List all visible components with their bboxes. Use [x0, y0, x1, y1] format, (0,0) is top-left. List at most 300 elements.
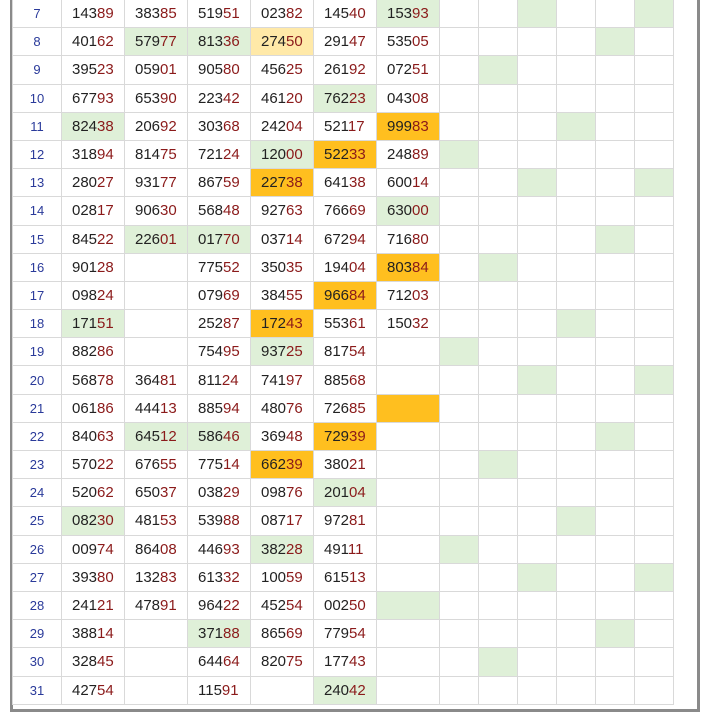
result-head-digits: 223	[198, 89, 224, 107]
tracker-cell	[557, 112, 596, 140]
result-head-digits: 395	[72, 61, 98, 79]
result-tail-digits: 94	[97, 146, 114, 164]
result-cell	[377, 338, 440, 366]
day-number: 9	[13, 56, 62, 84]
result-tail-digits: 43	[286, 315, 303, 333]
tracker-cell	[635, 28, 674, 56]
tracker-cell	[596, 479, 635, 507]
result-cell	[125, 451, 188, 479]
result-tail-digits: 21	[97, 597, 114, 615]
tracker-cell	[440, 140, 479, 168]
tracker-cell	[635, 310, 674, 338]
result-cell	[62, 112, 125, 140]
tracker-cell	[596, 197, 635, 225]
result-head-digits: 775	[198, 456, 224, 474]
result-head-digits: 350	[261, 258, 287, 276]
tracker-cell	[518, 422, 557, 450]
result-tail-digits: 95	[223, 343, 240, 361]
tracker-cell	[596, 140, 635, 168]
result-head-digits: 721	[198, 146, 224, 164]
result-cell	[125, 535, 188, 563]
tracker-cell	[596, 338, 635, 366]
result-cell	[125, 281, 188, 309]
result-tail-digits: 59	[286, 568, 303, 586]
result-cell	[188, 563, 251, 591]
table-row	[13, 28, 674, 56]
tracker-cell	[440, 507, 479, 535]
result-cell	[188, 591, 251, 619]
result-tail-digits: 25	[286, 343, 303, 361]
result-head-digits: 172	[261, 315, 287, 333]
result-tail-digits: 85	[349, 399, 366, 417]
result-cell	[251, 140, 314, 168]
result-cell	[188, 56, 251, 84]
tracker-cell	[440, 112, 479, 140]
result-head-digits: 002	[324, 597, 350, 615]
tracker-cell	[557, 253, 596, 281]
result-head-digits: 522	[324, 146, 350, 164]
result-head-digits: 384	[261, 286, 287, 304]
table-row	[13, 507, 674, 535]
tracker-cell	[635, 225, 674, 253]
result-tail-digits: 87	[223, 315, 240, 333]
result-cell	[314, 225, 377, 253]
result-tail-digits: 90	[160, 89, 177, 107]
result-cell	[314, 535, 377, 563]
result-head-digits: 600	[387, 174, 413, 192]
result-cell	[251, 112, 314, 140]
result-head-digits: 579	[135, 33, 161, 51]
tracker-cell	[596, 28, 635, 56]
result-cell	[62, 28, 125, 56]
result-head-digits: 248	[387, 146, 413, 164]
result-head-digits: 478	[135, 597, 161, 615]
table-row	[13, 197, 674, 225]
tracker-cell	[557, 0, 596, 28]
result-cell	[125, 84, 188, 112]
result-head-digits: 303	[198, 117, 224, 135]
tracker-cell	[635, 56, 674, 84]
day-number: 16	[13, 253, 62, 281]
table-row	[13, 253, 674, 281]
result-head-digits: 291	[324, 33, 350, 51]
result-tail-digits: 22	[97, 456, 114, 474]
result-tail-digits: 81	[160, 371, 177, 389]
result-tail-digits: 52	[223, 258, 240, 276]
tracker-cell	[635, 507, 674, 535]
result-cell	[188, 225, 251, 253]
result-cell	[251, 676, 314, 704]
result-head-digits: 201	[324, 484, 350, 502]
tracker-cell	[635, 112, 674, 140]
result-head-digits: 779	[324, 625, 350, 643]
tracker-cell	[518, 84, 557, 112]
tracker-cell	[479, 112, 518, 140]
result-tail-digits: 04	[349, 258, 366, 276]
day-number: 19	[13, 338, 62, 366]
result-tail-digits: 00	[286, 146, 303, 164]
result-head-digits: 716	[387, 230, 413, 248]
result-tail-digits: 36	[223, 33, 240, 51]
result-tail-digits: 47	[349, 33, 366, 51]
result-head-digits: 206	[135, 117, 161, 135]
tracker-cell	[635, 197, 674, 225]
result-head-digits: 553	[324, 315, 350, 333]
tracker-cell	[596, 169, 635, 197]
result-cell	[125, 394, 188, 422]
tracker-cell	[440, 225, 479, 253]
result-tail-digits: 76	[286, 399, 303, 417]
result-head-digits: 481	[135, 512, 161, 530]
result-cell	[377, 84, 440, 112]
result-cell	[62, 648, 125, 676]
result-cell	[377, 310, 440, 338]
result-tail-digits: 24	[97, 286, 114, 304]
tracker-cell	[557, 84, 596, 112]
result-cell	[188, 479, 251, 507]
tracker-cell	[596, 84, 635, 112]
tracker-cell	[635, 451, 674, 479]
result-cell	[377, 366, 440, 394]
result-cell	[377, 422, 440, 450]
result-tail-digits: 14	[223, 456, 240, 474]
result-tail-digits: 80	[223, 61, 240, 79]
day-number: 28	[13, 591, 62, 619]
tracker-cell	[518, 563, 557, 591]
result-tail-digits: 83	[412, 117, 429, 135]
tracker-cell	[596, 648, 635, 676]
result-tail-digits: 69	[349, 202, 366, 220]
result-tail-digits: 59	[223, 174, 240, 192]
result-cell	[188, 535, 251, 563]
tracker-cell	[518, 338, 557, 366]
result-head-digits: 145	[324, 5, 350, 23]
result-cell	[314, 394, 377, 422]
result-tail-digits: 77	[160, 33, 177, 51]
tracker-cell	[518, 225, 557, 253]
result-cell	[62, 197, 125, 225]
tracker-cell	[557, 676, 596, 704]
result-tail-digits: 21	[349, 456, 366, 474]
day-number: 11	[13, 112, 62, 140]
tracker-cell	[596, 366, 635, 394]
result-head-digits: 754	[198, 343, 224, 361]
tracker-cell	[596, 563, 635, 591]
result-head-digits: 087	[261, 512, 287, 530]
result-tail-digits: 13	[160, 399, 177, 417]
tracker-cell	[557, 479, 596, 507]
result-cell	[251, 507, 314, 535]
result-tail-digits: 38	[349, 174, 366, 192]
tracker-cell	[440, 28, 479, 56]
result-cell	[188, 310, 251, 338]
result-cell	[377, 197, 440, 225]
tracker-cell	[557, 648, 596, 676]
tracker-cell	[479, 253, 518, 281]
result-cell	[188, 422, 251, 450]
tracker-cell	[635, 563, 674, 591]
result-head-digits: 570	[72, 456, 98, 474]
result-tail-digits: 50	[349, 597, 366, 615]
result-tail-digits: 89	[97, 5, 114, 23]
tracker-cell	[557, 169, 596, 197]
result-tail-digits: 80	[97, 568, 114, 586]
result-cell	[188, 112, 251, 140]
tracker-cell	[557, 310, 596, 338]
tracker-cell	[479, 451, 518, 479]
result-head-digits: 017	[198, 230, 224, 248]
result-head-digits: 672	[324, 230, 350, 248]
result-tail-digits: 83	[160, 568, 177, 586]
tracker-cell	[518, 507, 557, 535]
result-cell	[251, 0, 314, 28]
day-number: 14	[13, 197, 62, 225]
result-tail-digits: 29	[223, 484, 240, 502]
tracker-cell	[635, 140, 674, 168]
result-head-digits: 775	[198, 258, 224, 276]
tracker-cell	[596, 112, 635, 140]
result-tail-digits: 42	[349, 681, 366, 699]
result-cell	[125, 197, 188, 225]
result-cell	[125, 28, 188, 56]
result-cell	[62, 394, 125, 422]
result-cell	[314, 676, 377, 704]
result-tail-digits: 92	[160, 117, 177, 135]
result-head-digits: 813	[198, 33, 224, 51]
result-tail-digits: 93	[412, 5, 429, 23]
tracker-cell	[479, 394, 518, 422]
result-head-digits: 905	[198, 61, 224, 79]
result-head-digits: 864	[135, 540, 161, 558]
result-cell	[125, 225, 188, 253]
result-cell	[125, 112, 188, 140]
result-cell	[125, 56, 188, 84]
result-tail-digits: 14	[412, 174, 429, 192]
tracker-cell	[635, 591, 674, 619]
result-tail-digits: 48	[286, 427, 303, 445]
tracker-cell	[635, 169, 674, 197]
result-tail-digits: 37	[160, 484, 177, 502]
result-cell	[377, 140, 440, 168]
tracker-cell	[557, 422, 596, 450]
result-tail-digits: 68	[349, 371, 366, 389]
result-cell	[377, 394, 440, 422]
result-tail-digits: 86	[97, 343, 114, 361]
result-tail-digits: 77	[160, 174, 177, 192]
tracker-cell	[518, 591, 557, 619]
result-head-digits: 383	[135, 5, 161, 23]
tracker-cell	[479, 281, 518, 309]
result-cell	[62, 422, 125, 450]
tracker-cell	[635, 338, 674, 366]
tracker-cell	[557, 338, 596, 366]
result-head-digits: 906	[135, 202, 161, 220]
tracker-cell	[479, 28, 518, 56]
result-head-digits: 261	[324, 61, 350, 79]
result-tail-digits: 39	[286, 456, 303, 474]
day-number: 12	[13, 140, 62, 168]
day-number: 26	[13, 535, 62, 563]
result-head-digits: 824	[72, 117, 98, 135]
result-cell	[314, 422, 377, 450]
result-cell	[251, 535, 314, 563]
result-cell	[62, 281, 125, 309]
result-tail-digits: 24	[223, 146, 240, 164]
result-cell	[251, 253, 314, 281]
result-head-digits: 171	[72, 315, 98, 333]
result-head-digits: 115	[198, 681, 222, 699]
day-number: 22	[13, 422, 62, 450]
result-cell	[314, 112, 377, 140]
tracker-cell	[557, 56, 596, 84]
result-tail-digits: 17	[97, 202, 114, 220]
table-row	[13, 479, 674, 507]
result-cell	[251, 620, 314, 648]
result-cell	[125, 253, 188, 281]
result-cell	[62, 338, 125, 366]
tracker-cell	[596, 394, 635, 422]
tracker-cell	[596, 0, 635, 28]
result-tail-digits: 63	[97, 427, 114, 445]
table-row	[13, 140, 674, 168]
tracker-cell	[635, 620, 674, 648]
result-tail-digits: 51	[223, 5, 240, 23]
result-head-digits: 274	[261, 33, 287, 51]
result-head-digits: 280	[72, 174, 98, 192]
result-tail-digits: 32	[412, 315, 429, 333]
result-tail-digits: 69	[286, 625, 303, 643]
result-head-digits: 242	[261, 117, 287, 135]
result-head-digits: 480	[261, 399, 287, 417]
tracker-cell	[557, 620, 596, 648]
result-tail-digits: 55	[286, 286, 303, 304]
result-cell	[125, 563, 188, 591]
result-cell	[251, 366, 314, 394]
result-head-digits: 461	[261, 89, 287, 107]
result-head-digits: 226	[135, 230, 161, 248]
tracker-cell	[479, 197, 518, 225]
result-tail-digits: 91	[221, 681, 239, 699]
table-row	[13, 56, 674, 84]
tracker-cell	[479, 507, 518, 535]
table-row	[13, 112, 674, 140]
result-cell	[62, 225, 125, 253]
result-head-digits: 712	[387, 286, 413, 304]
result-cell	[251, 338, 314, 366]
result-cell	[314, 0, 377, 28]
result-cell	[314, 479, 377, 507]
result-head-digits: 043	[387, 89, 413, 107]
result-head-digits: 519	[198, 5, 224, 23]
tracker-cell	[635, 479, 674, 507]
result-cell	[377, 28, 440, 56]
result-head-digits: 615	[324, 568, 350, 586]
result-tail-digits: 89	[412, 146, 429, 164]
result-cell	[188, 140, 251, 168]
result-head-digits: 741	[261, 371, 287, 389]
result-head-digits: 194	[324, 258, 350, 276]
result-tail-digits: 76	[286, 484, 303, 502]
result-head-digits: 037	[261, 230, 287, 248]
result-tail-digits: 54	[97, 681, 114, 699]
result-cell	[251, 197, 314, 225]
result-head-digits: 364	[135, 371, 161, 389]
tracker-cell	[440, 0, 479, 28]
tracker-cell	[440, 535, 479, 563]
result-tail-digits: 17	[347, 117, 365, 135]
result-tail-digits: 12	[160, 427, 177, 445]
tracker-cell	[440, 648, 479, 676]
tracker-cell	[518, 648, 557, 676]
result-head-digits: 028	[72, 202, 98, 220]
tracker-cell	[479, 535, 518, 563]
result-cell	[314, 507, 377, 535]
result-head-digits: 931	[135, 174, 161, 192]
result-cell	[62, 451, 125, 479]
tracker-cell	[479, 591, 518, 619]
result-head-digits: 568	[72, 371, 98, 389]
result-tail-digits: 64	[223, 653, 240, 671]
result-cell	[377, 281, 440, 309]
result-head-digits: 966	[324, 286, 350, 304]
tracker-cell	[518, 366, 557, 394]
result-tail-digits: 97	[286, 371, 303, 389]
result-head-digits: 150	[387, 315, 413, 333]
result-cell	[251, 422, 314, 450]
day-number: 29	[13, 620, 62, 648]
result-cell	[377, 620, 440, 648]
result-cell	[251, 479, 314, 507]
result-tail-digits: 81	[349, 512, 366, 530]
tracker-cell	[440, 84, 479, 112]
result-head-digits: 120	[261, 146, 287, 164]
result-tail-digits: 40	[349, 5, 366, 23]
tracker-cell	[596, 422, 635, 450]
result-head-digits: 382	[261, 540, 287, 558]
result-head-digits: 098	[261, 484, 287, 502]
tracker-cell	[518, 197, 557, 225]
result-head-digits: 444	[135, 399, 161, 417]
tracker-cell	[596, 535, 635, 563]
result-tail-digits: 51	[97, 315, 114, 333]
result-head-digits: 452	[261, 597, 287, 615]
tracker-cell	[440, 422, 479, 450]
result-cell	[62, 563, 125, 591]
tracker-cell	[518, 451, 557, 479]
result-head-digits: 098	[72, 286, 98, 304]
table-row	[13, 0, 674, 28]
result-tail-digits: 86	[97, 399, 114, 417]
table-row	[13, 591, 674, 619]
result-tail-digits: 25	[286, 61, 303, 79]
result-cell	[377, 648, 440, 676]
result-tail-digits: 54	[349, 343, 366, 361]
result-head-digits: 811	[198, 371, 222, 389]
result-cell	[62, 56, 125, 84]
tracker-cell	[557, 28, 596, 56]
result-head-digits: 491	[324, 540, 348, 558]
result-cell	[251, 28, 314, 56]
result-cell	[377, 253, 440, 281]
result-tail-digits: 11	[347, 540, 364, 558]
result-head-digits: 645	[135, 427, 161, 445]
result-tail-digits: 75	[160, 146, 177, 164]
result-cell	[251, 648, 314, 676]
result-cell	[62, 84, 125, 112]
result-tail-digits: 62	[97, 484, 114, 502]
table-row	[13, 451, 674, 479]
tracker-cell	[440, 281, 479, 309]
